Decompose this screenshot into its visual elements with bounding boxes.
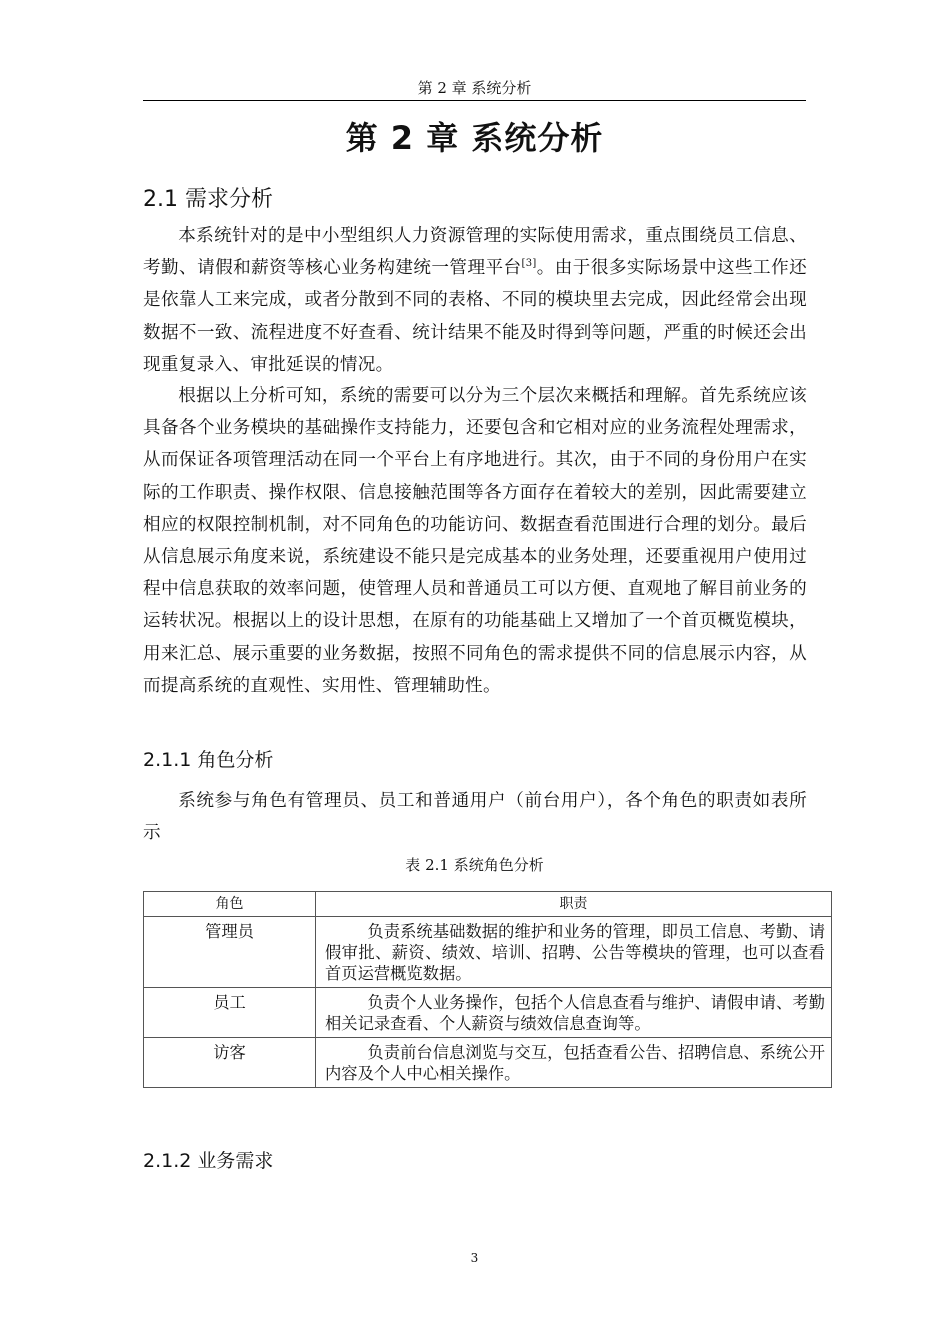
table-row <box>144 917 832 988</box>
paragraph-text-continued: 。由于很多实际场景中这些工作还是依靠人工来完成，或者分散到不同的表格、不同的模块里去完成，因此经常会出现数据不一致、流程进度不好查看、统计结果不能及时得到等问题，严重的时候还会出现重复录入、审批延误的情况。 <box>143 258 807 375</box>
chapter-title: 第 2 章 系统分析 <box>345 119 604 157</box>
table-row <box>144 988 832 1038</box>
header-role: 角色 <box>144 892 316 917</box>
section-heading-2-1-2: 2.1.2 业务需求 <box>143 1150 274 1172</box>
paragraph-text: 本系统针对的是中小型组织人力资源管理的实际使用需求，重点围绕员工信息、考勤、请假和薪资等核心业务构建统一管理平台 <box>143 226 807 279</box>
duty-cell: 负责个人业务操作，包括个人信息查看与维护、请假申请、考勤相关记录查看、个人薪资与绩效信息查询等。 <box>316 988 832 1038</box>
table-header-row <box>144 892 832 917</box>
header-rule <box>143 100 806 101</box>
duty-cell: 负责前台信息浏览与交互，包括查看公告、招聘信息、系统公开内容及个人中心相关操作。 <box>316 1038 832 1088</box>
citation-ref: [3] <box>521 258 537 270</box>
table-caption: 表 2.1 系统角色分析 <box>405 856 544 874</box>
duty-cell: 负责系统基础数据的维护和业务的管理，即员工信息、考勤、请假审批、薪资、绩效、培训、招聘、公告等模块的管理，也可以查看首页运营概览数据。 <box>316 917 832 988</box>
section-heading-2-1: 2.1 需求分析 <box>143 187 273 212</box>
section-heading-2-1-1: 2.1.1 角色分析 <box>143 749 274 771</box>
header-duty: 职责 <box>316 892 832 917</box>
role-cell: 管理员 <box>144 917 316 988</box>
role-cell: 员工 <box>144 988 316 1038</box>
page-number: 3 <box>470 1251 479 1265</box>
table-row <box>144 1038 832 1088</box>
running-header: 第 2 章 系统分析 <box>417 79 532 97</box>
paragraph-roles-intro: 系统参与角色有管理员、员工和普通用户（前台用户），各个角色的职责如表所示 <box>143 791 807 844</box>
paragraph-requirements-intro <box>143 220 807 381</box>
role-cell: 访客 <box>144 1038 316 1088</box>
roles-table <box>143 891 832 1088</box>
paragraph-requirements-levels: 根据以上分析可知，系统的需要可以分为三个层次来概括和理解。首先系统应该具备各个业务模块的基础操作支持能力，还要包含和它相对应的业务流程处理需求，从而保证各项管理活动在同一个平台上有序地进行。其次，由于不同的身份用户在实际的工作职责、操作权限、信息接触范围等各方面存在着较大的差别，因此需要建立相应的权限控制机制，对不同角色的功能访问、数据查看范围进行合理的划分。最后从信息展示角度来说，系统建设不能只是完成基本的业务处理，还要重视用户使用过程中信息获取的效率问题，使管理人员和普通员工可以方便、直观地了解目前业务的运转状况。根据以上的设计思想，在原有的功能基础上又增加了一个首页概览模块，用来汇总、展示重要的业务数据，按照不同角色的需求提供不同的信息展示内容，从而提高系统的直观性、实用性、管理辅助性。 <box>143 386 807 696</box>
